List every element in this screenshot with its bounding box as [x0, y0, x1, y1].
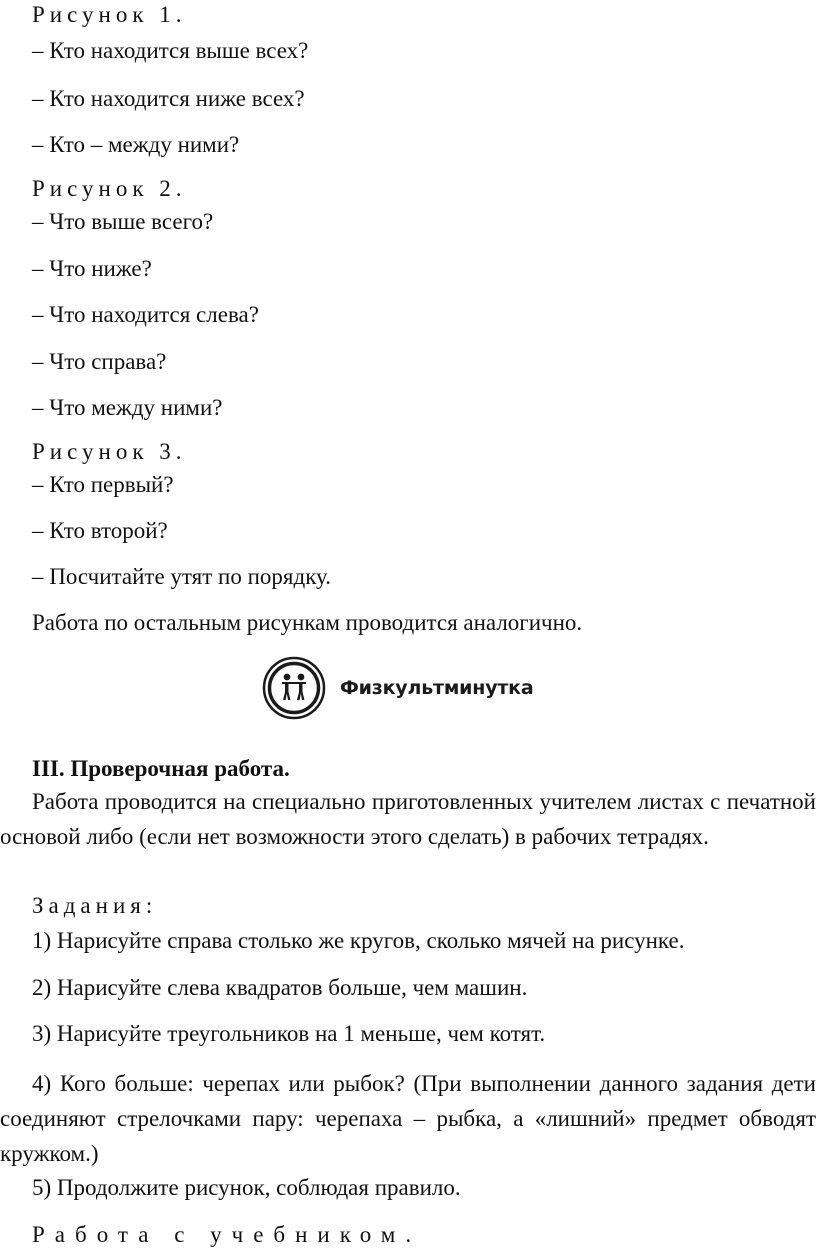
figure-2-heading: Рисунок 2.: [32, 176, 187, 201]
task-3: 3) Нарисуйте треугольников на 1 меньше, чем котят.: [32, 1021, 546, 1046]
task-4: [0, 1066, 816, 1171]
section-3-intro-text: Работа проводится на специально приготовленных учителем листах с печатной основой либо (если нет возможности этого сделать) в рабочих тетрадях.: [0, 789, 816, 849]
fig1-question-1: – Кто находится выше всех?: [32, 38, 309, 63]
physical-exercise-badge: [262, 656, 534, 720]
fig2-question-1: – Что выше всего?: [32, 209, 214, 234]
figure-3-heading: Рисунок 3.: [32, 439, 187, 464]
fig2-question-5: – Что между ними?: [32, 395, 223, 420]
task-5: 5) Продолжите рисунок, соблюдая правило.: [32, 1175, 461, 1200]
task-4-text: 4) Кого больше: черепах или рыбок? (При выполнении данного задания дети соединяют стрелочками пару: черепаха – рыбка, а «лишний» предмет обводят кружком.): [0, 1071, 816, 1166]
fig3-question-1: – Кто первый?: [32, 472, 174, 497]
fig2-question-3: – Что находится слева?: [32, 302, 259, 327]
tasks-heading: Задания:: [32, 893, 158, 918]
physical-exercise-label: Физкультминутка: [340, 677, 534, 699]
fig3-question-3: – Посчитайте утят по порядку.: [32, 564, 331, 589]
figure-1-heading: Рисунок 1.: [32, 2, 187, 27]
fig3-question-2: – Кто второй?: [32, 518, 168, 543]
fig2-question-2: – Что ниже?: [32, 256, 152, 281]
fig2-question-4: – Что справа?: [32, 349, 167, 374]
fig1-question-2: – Кто находится ниже всех?: [32, 86, 305, 111]
task-2: 2) Нарисуйте слева квадратов больше, чем машин.: [32, 975, 528, 1000]
rest-note: Работа по остальным рисункам проводится аналогично.: [32, 610, 583, 635]
section-3-title: III. Проверочная работа.: [32, 756, 290, 781]
two-children-icon: [262, 656, 326, 720]
textbook-heading: Работа с учебником.: [32, 1222, 422, 1247]
fig1-question-3: – Кто – между ними?: [32, 132, 240, 157]
task-1: 1) Нарисуйте справа столько же кругов, сколько мячей на рисунке.: [32, 928, 685, 953]
section-3-intro: [0, 784, 816, 854]
